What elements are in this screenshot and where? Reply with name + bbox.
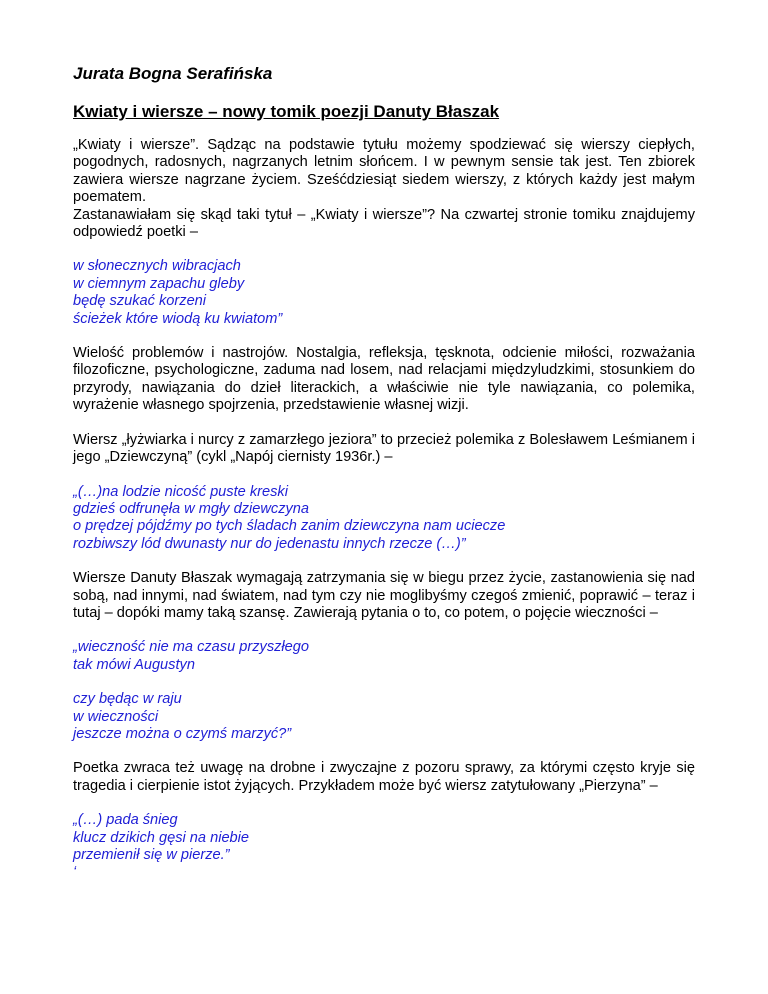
paragraph-reflection: Wiersze Danuty Błaszak wymagają zatrzymania się w biegu przez życie, zastanowienia się nad sobą, nad innymi, nad światem, nad tym czy nie moglibyśmy czegoś zmienić, poprawić – teraz i tutaj – dopóki mamy taką szansę. Zawierają pytania o to, co potem, o pojęcie wieczności – [73,570,695,621]
paragraph-title-question: Zastanawiałam się skąd taki tytuł – „Kwiaty i wiersze”? Na czwartej stronie tomiku znajdujemy odpowiedź poetki – [73,206,695,241]
paragraph-everyday: Poetka zwraca też uwagę na drobne i zwyczajne z pozoru sprawy, za którymi często kryje się tragedia i cierpienie istot żyjących. Przykładem może być wiersz zatytułowany „Pierzyna” – [73,760,695,794]
paragraph-skater-poem: Wiersz „łyżwiarka i nurcy z zamarzłego jeziora” to przecież polemika z Bolesławem Leśmianem i jego „Dziewczyną” (cykl „Napój ciernisty 1936r.) – [73,431,695,466]
poem-quote-1 [73,258,695,328]
poem-line: ‘ [73,864,77,881]
poem-line: jeszcze można o czymś marzyć?” [73,725,292,742]
poem-line: przemienił się w pierze.” [73,847,230,863]
paragraph-intro: „Kwiaty i wiersze”. Sądząc na podstawie tytułu możemy spodziewać się wierszy ciepłych, pogodnych, radosnych, nagrzanych letnim słońcem. I w pewnym sensie tak jest. Ten zbiorek zawiera wiersze nagrzane życiem. Sześćdziesiąt siedem wierszy, z których każdy jest małym poematem. [73,137,695,206]
article-title: Kwiaty i wiersze – nowy tomik poezji Danuty Błaszak [73,102,500,121]
poem-line: o prędzej pójdźmy po tych śladach zanim dziewczyna nam ucieczе [73,518,506,535]
poem-quote-2 [73,484,695,554]
poem-line: „(…) pada śnieg [73,812,178,829]
document-page [73,64,695,882]
paragraph-problems: Wielość problemów i nastrojów. Nostalgia, refleksja, tęsknota, odcienie miłości, rozważania filozoficzne, psychologiczne, zaduma nad losem, nad relacjami międzyludzkimi, stosunkiem do przyrody, nawiązania do dzieł literackich, a właściwie nie tyle nawiązania, co polemika, wyrażenie własnego spojrzenia, przedstawienie własnej wizji. [73,345,695,414]
poem-line: w ciemnym zapachu gleby [73,275,245,292]
poem-quote-3 [73,639,695,674]
poem-line: będę szukać korzeni [73,293,207,310]
poem-quote-4 [73,812,695,882]
poem-line: w słonecznych wibracjach [73,258,241,275]
poem-line: rozbiwszy lód dwunasty nur do jedenastu innych rzecze (…)” [73,535,466,552]
poem-line: ścieżek które wiodą ku kwiatom” [73,310,283,327]
poem-line: w wieczności [73,708,159,725]
poem-quote-3-stanza-2 [73,691,695,743]
poem-line: klucz dzikich gęsi na niebie [73,829,250,846]
poem-line: „(…)na lodzie nicość puste kreski [73,483,288,500]
poem-line: gdzieś odfrunęła w mgły dziewczyna [73,500,310,517]
author-name: Jurata Bogna Serafińska [73,64,273,83]
poem-line: „wieczność nie ma czasu przyszłego [73,639,310,656]
poem-line: czy będąc w raju [73,691,182,708]
poem-line: tak mówi Augustyn [73,656,195,673]
